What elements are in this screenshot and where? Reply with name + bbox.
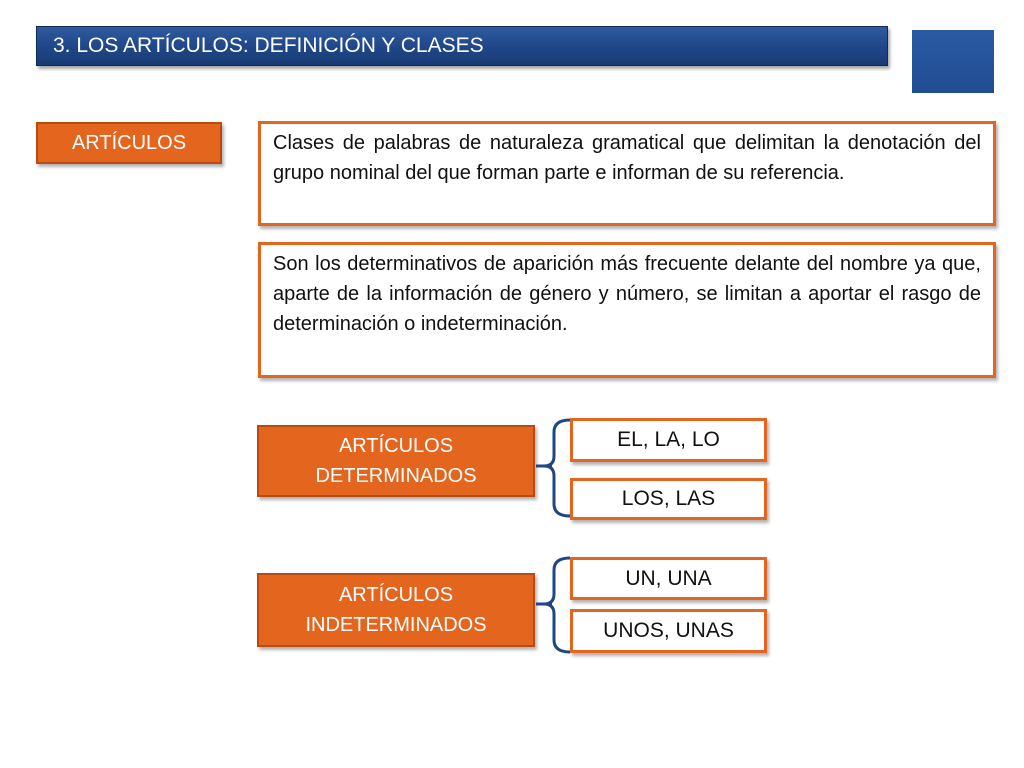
indeterminados-item-1 <box>570 557 767 600</box>
description-text: Son los determinativos de aparición más frecuente delante del nombre ya que, aparte de la información de género y número, se limitan a aportar el rasgo de determinación o indeterminación. <box>273 253 981 335</box>
articulos-label-text: ARTÍCULOS <box>71 132 187 154</box>
indeterminados-label-line2: INDETERMINADOS <box>305 614 487 636</box>
description-box <box>258 242 996 378</box>
corner-decoration <box>912 30 994 93</box>
determinados-label-line2: DETERMINADOS <box>315 465 477 487</box>
indeterminados-item-2 <box>570 609 767 653</box>
indeterminados-item-2-text: UNOS, UNAS <box>603 619 734 642</box>
definition-box <box>258 121 996 226</box>
determinados-item-2 <box>570 478 767 520</box>
determinados-label-line1: ARTÍCULOS <box>338 435 454 457</box>
determinados-item-1-text: EL, LA, LO <box>617 428 720 451</box>
slide-title: 3. LOS ARTÍCULOS: DEFINICIÓN Y CLASES <box>36 26 888 66</box>
determinados-brace <box>536 418 572 518</box>
indeterminados-item-1-text: UN, UNA <box>625 566 712 590</box>
articulos-label <box>36 122 222 164</box>
determinados-label <box>257 425 535 497</box>
definition-text: Clases de palabras de naturaleza gramatical que delimitan la denotación del grupo nominal del que forman parte e informan de su referencia. <box>273 132 981 184</box>
determinados-item-2-text: LOS, LAS <box>621 487 716 510</box>
indeterminados-label-line1: ARTÍCULOS <box>338 584 454 606</box>
determinados-item-1 <box>570 418 767 462</box>
indeterminados-brace <box>536 556 572 654</box>
indeterminados-label <box>257 573 535 647</box>
